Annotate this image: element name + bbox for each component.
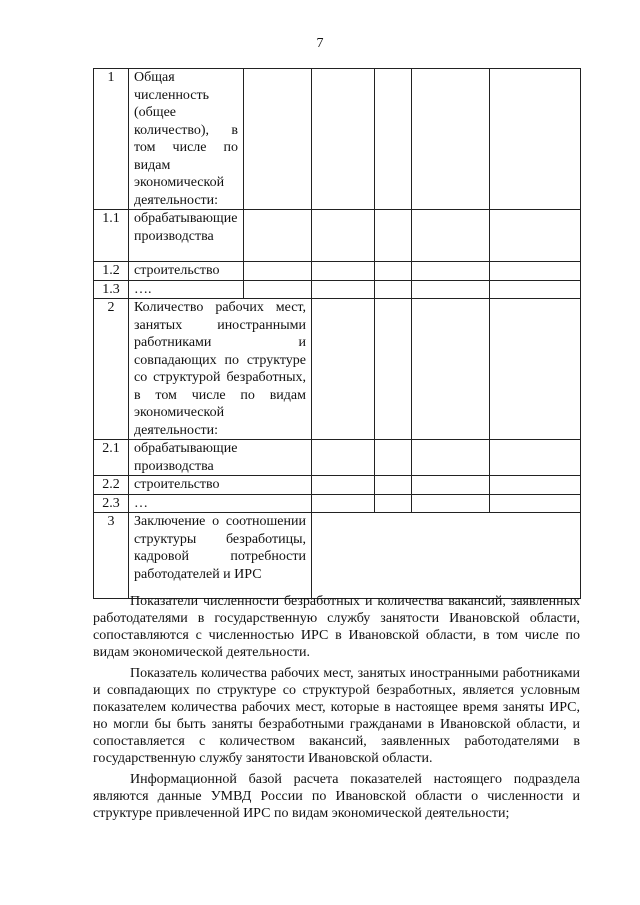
table-cell (244, 262, 312, 281)
table-row (94, 494, 581, 513)
table-row (94, 476, 581, 495)
table-cell (312, 262, 375, 281)
row-number: 3 (94, 513, 129, 599)
table-cell (490, 262, 581, 281)
table-row (94, 262, 581, 281)
table-cell (375, 440, 412, 476)
table-cell (490, 210, 581, 262)
table-cell (490, 476, 581, 495)
table-cell (490, 280, 581, 299)
row-label: … (129, 494, 312, 513)
row-label: …. (129, 280, 244, 299)
table-cell (312, 440, 375, 476)
table-cell (312, 476, 375, 495)
table-row (94, 440, 581, 476)
paragraph: Показатель количества рабочих мест, занятых иностранными работниками и совпадающих по структуре со структурой безработных, является условным показателем количества рабочих мест, которые в настоящее время заняты ИРС, но могли бы быть заняты безработными гражданами в Ивановской области, и сопоставляется с количеством вакансий, заявленных работодателями в государственную службу занятости Ивановской области. (93, 666, 580, 766)
table-cell (375, 494, 412, 513)
table-cell (312, 280, 375, 299)
row-label: строительство (129, 476, 312, 495)
table-cell (412, 299, 490, 440)
table-row (94, 280, 581, 299)
table-cell (375, 262, 412, 281)
table-cell (412, 69, 490, 210)
table-row (94, 69, 581, 210)
table-cell (375, 210, 412, 262)
table-cell (244, 280, 312, 299)
row-number: 1 (94, 69, 129, 210)
row-label: обрабатывающие производства (129, 440, 312, 476)
row-label: строительство (129, 262, 244, 281)
table-cell (412, 476, 490, 495)
table-cell (312, 494, 375, 513)
table-cell (375, 299, 412, 440)
table-cell (412, 494, 490, 513)
row-number: 2 (94, 299, 129, 440)
table-cell (375, 280, 412, 299)
table-cell (244, 210, 312, 262)
table-cell (412, 440, 490, 476)
paragraph: Информационной базой расчета показателей настоящего подраздела являются данные УМВД России по Ивановской области о численности и структуре привлеченной ИРС по видам экономической деятельности; (93, 772, 580, 821)
table-cell (412, 262, 490, 281)
row-number: 2.3 (94, 494, 129, 513)
row-label: Заключение о соотношении структуры безработицы, кадровой потребности работодателей и ИРС (129, 513, 312, 599)
table-cell (244, 69, 312, 210)
row-number: 2.1 (94, 440, 129, 476)
table-cell (312, 513, 581, 599)
row-label: обрабатывающие производства (129, 210, 244, 262)
row-number: 1.3 (94, 280, 129, 299)
page-number: 7 (316, 36, 324, 51)
row-number: 1.2 (94, 262, 129, 281)
table-cell (490, 440, 581, 476)
table-cell (490, 299, 581, 440)
row-label: Количество рабочих мест, занятых иностранными работниками и совпадающих по структуре со структурой безработных, в том числе по видам экономической деятельности: (129, 299, 312, 440)
row-number: 1.1 (94, 210, 129, 262)
table-cell (312, 210, 375, 262)
table-cell (490, 69, 581, 210)
table-cell (312, 69, 375, 210)
body-text (93, 593, 580, 826)
row-number: 2.2 (94, 476, 129, 495)
row-label: Общая численность (общее количество), в том числе по видам экономической деятельности: (129, 69, 244, 210)
indicators-table (93, 68, 581, 599)
table-row (94, 513, 581, 599)
table-row (94, 210, 581, 262)
table-cell (412, 280, 490, 299)
table-cell (312, 299, 375, 440)
paragraph: Показатели численности безработных и количества вакансий, заявленных работодателями в государственную службу занятости Ивановской области, сопоставляются с численностью ИРС в Ивановской области, в том числе по видам экономической деятельности. (93, 594, 580, 660)
table-cell (375, 476, 412, 495)
table-row (94, 299, 581, 440)
table-cell (412, 210, 490, 262)
table-cell (375, 69, 412, 210)
table-cell (490, 494, 581, 513)
